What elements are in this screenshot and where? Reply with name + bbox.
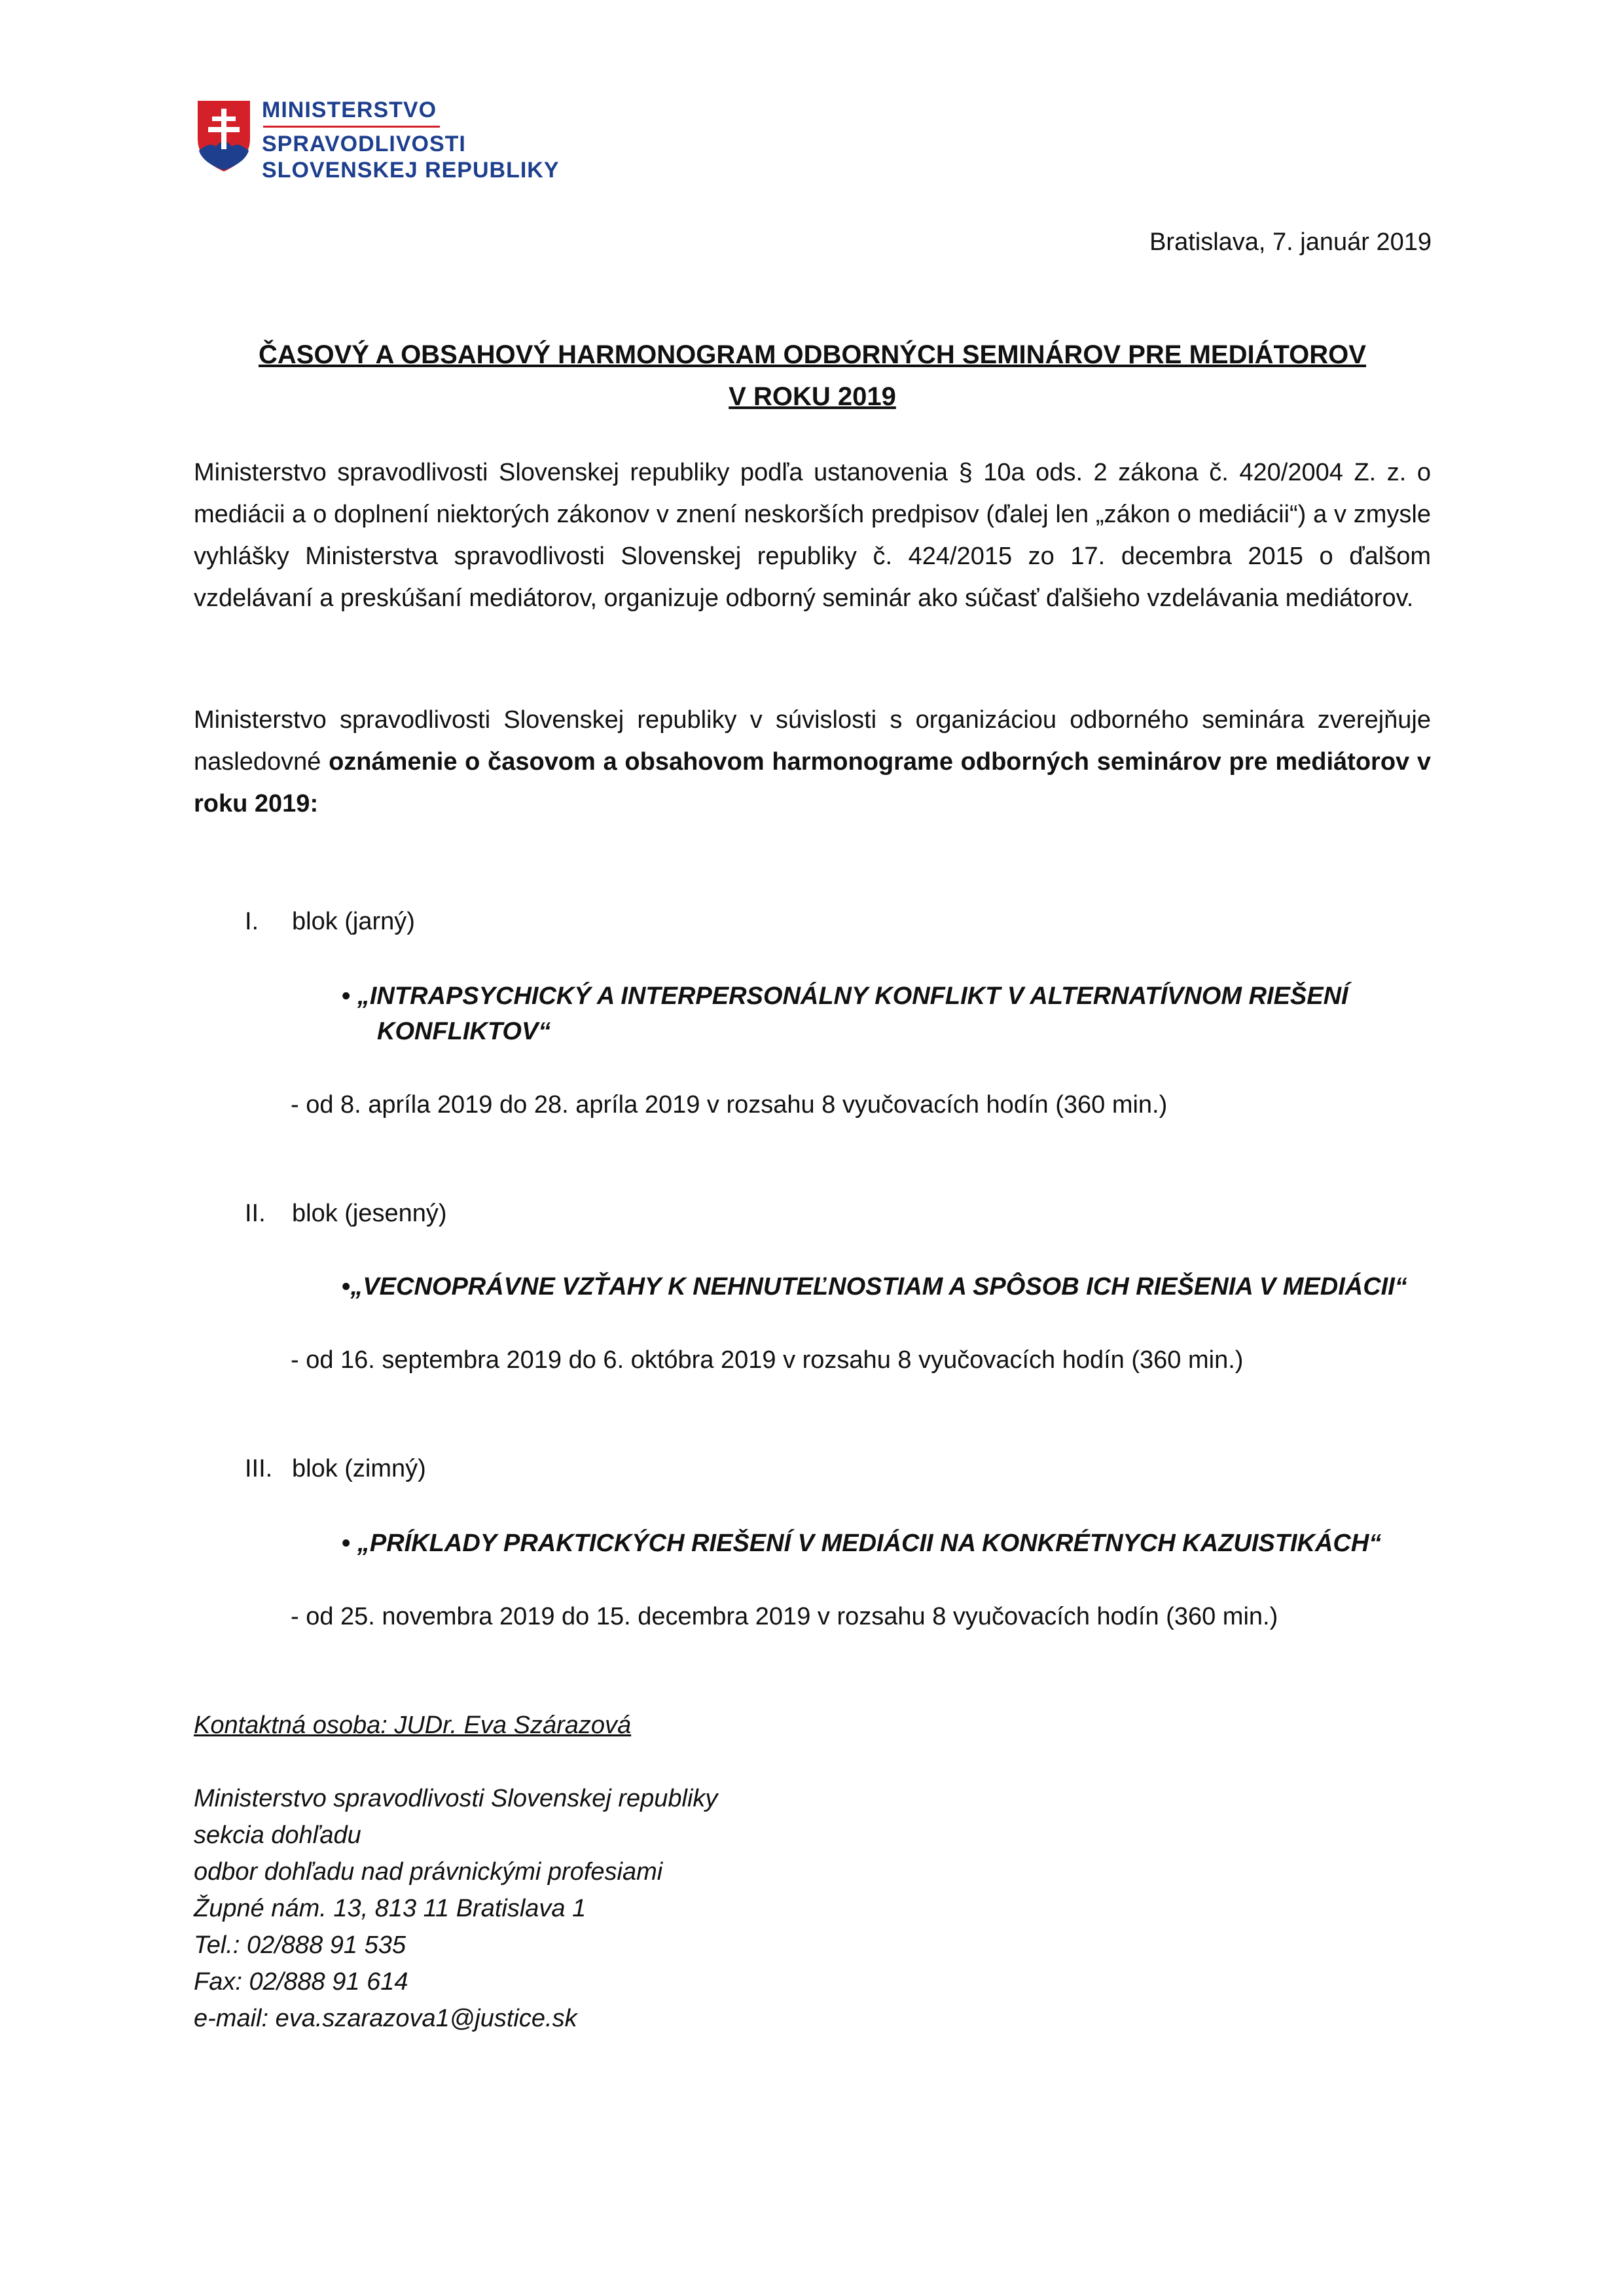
document-date: Bratislava, 7. január 2019 [1149,228,1432,256]
logo-line-1: MINISTERSTVO [262,98,437,122]
block-3-name: blok (zimný) [292,1455,426,1482]
document-title [194,334,1431,418]
block-2-name: blok (jesenný) [292,1200,447,1227]
announcement-text [194,699,1431,825]
ministry-logo [196,97,563,188]
phone-line: Tel.: 02/888 91 535 [194,1931,406,1959]
contact-heading [194,1704,631,1746]
block-3-seminar [342,1522,1381,1564]
announcement-plain: Ministerstvo spravodlivosti Slovenskej republiky v súvislosti s organizáciou odborného seminára zverejňuje nasledovné [194,706,1431,776]
announcement-bold: oznámenie o časovom a obsahovom harmonograme odborných seminárov pre mediátorov v roku 2019: [194,748,1431,817]
logo-divider [263,126,440,128]
block-3-seminar-line-1: „PRÍKLADY PRAKTICKÝCH RIEŠENÍ V MEDIÁCII NA KONKRÉTNYCH KAZUISTIKÁCH“ [357,1530,1382,1557]
block-2-range: - od 16. septembra 2019 do 6. októbra 2019 v rozsahu 8 vyučovacích hodín (360 min.) [291,1346,1244,1374]
address-line: odbor dohľadu nad právnickými profesiami [194,1858,663,1886]
intro-paragraph [194,452,1431,619]
block-3-range: - od 25. novembra 2019 do 15. decembra 2019 v rozsahu 8 vyučovacích hodín (360 min.) [291,1603,1278,1630]
block-2-number: II. [245,1200,266,1227]
bullet-icon: • [342,982,357,1010]
block-2-seminar [342,1266,1407,1308]
block-1-name: blok (jarný) [292,908,415,935]
address-line: Ministerstvo spravodlivosti Slovenskej republiky [194,1785,718,1812]
block-3-number: III. [245,1455,273,1482]
logo-line-3: SLOVENSKEJ REPUBLIKY [262,158,560,183]
block-1-seminar-line-1: „INTRAPSYCHICKÝ A INTERPERSONÁLNY KONFLIKT V ALTERNATÍVNOM RIEŠENÍ [357,982,1348,1010]
email-line: e-mail: eva.szarazova1@justice.sk [194,2005,577,2032]
title-line-1: ČASOVÝ A OBSAHOVÝ HARMONOGRAM ODBORNÝCH SEMINÁROV PRE MEDIÁTOROV [259,340,1366,369]
announcement-paragraph [194,699,1431,825]
contact-person: Kontaktná osoba: JUDr. Eva Szárazová [194,1712,632,1739]
bullet-icon: • [342,1273,351,1300]
block-1-range: - od 8. apríla 2019 do 28. apríla 2019 v rozsahu 8 vyučovacích hodín (360 min.) [291,1091,1168,1119]
bullet-icon: • [342,1530,357,1557]
title-line-2: V ROKU 2019 [729,382,896,411]
block-3-heading [245,1448,426,1490]
slovak-coat-of-arms-icon [196,99,251,173]
address-line: Župné nám. 13, 813 11 Bratislava 1 [194,1895,586,1922]
logo-line-2: SPRAVODLIVOSTI [262,132,466,156]
contact-address [194,1780,717,2037]
block-1-heading [245,901,415,942]
address-line: sekcia dohľadu [194,1821,361,1849]
intro-text: Ministerstvo spravodlivosti Slovenskej republiky podľa ustanovenia § 10a ods. 2 zákona č. 420/2004 Z. z. o mediácii a o doplnení niektorých zákonov v znení neskorších predpisov (ďalej len „zákon o mediácii“) a v zmysle vyhlášky Ministerstva spravodlivosti Slovenskej republiky č. 424/2015 zo 17. decembra 2015 o ďalšom vzdelávaní a preskúšaní mediátorov, organizuje odborný seminár ako súčasť ďalšieho vzdelávania mediátorov. [194,459,1431,612]
block-1-number: I. [245,908,259,935]
block-2-seminar-line-1: „VECNOPRÁVNE VZŤAHY K NEHNUTEĽNOSTIAM A SPÔSOB ICH RIEŠENIA V MEDIÁCII“ [350,1273,1407,1300]
block-1-seminar-line-2: KONFLIKTOV“ [377,1018,551,1045]
fax-line: Fax: 02/888 91 614 [194,1968,408,1996]
block-2-heading [245,1193,447,1234]
